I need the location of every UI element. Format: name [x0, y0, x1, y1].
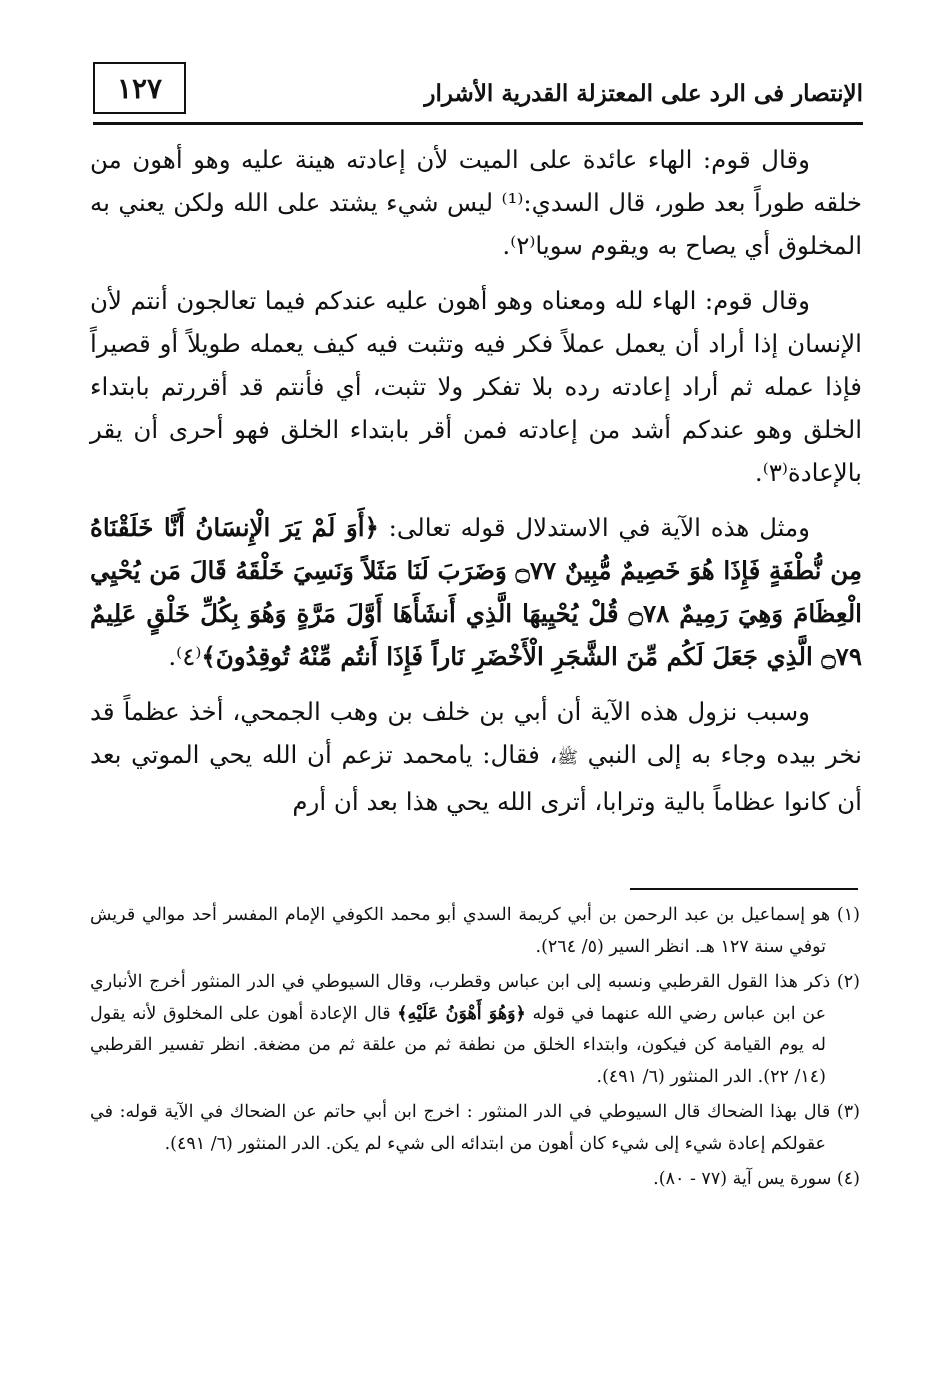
paragraph-1: وقال قوم: الهاء عائدة على الميت لأن إعادته هينة عليه وهو أهون من خلقه طوراً بعد طور، قال السدي:⁽¹⁾ ليس شيء يشتد على الله ولكن يعني به المخلوق أي يصاح به ويقوم سويا⁽٢⁾.: [90, 145, 862, 260]
paragraph-3-lead: ومثل هذه الآية في الاستدلال قوله تعالى:: [378, 513, 810, 542]
footnote-3: (٣) قال بهذا الضحاك قال السيوطي في الدر المنثور : اخرج ابن أبي حاتم عن الضحاك في الآية قوله: في عقولكم إعادة شيء إلى شيء كان أهون من ابتدائه الى شيء لم يكن. الدر المنثور (٦/ ٤٩١).: [90, 1102, 860, 1154]
footnote-1: (١) هو إسماعيل بن عبد الرحمن بن أبي كريمة السدي أبو محمد الكوفي الإمام المفسر أحد موالي قريش توفي سنة ١٢٧ هـ. انظر السير (٥/ ٢٦٤).: [90, 905, 860, 957]
paragraph-4-part-a: وسبب نزول هذه الآية أن أبي بن خلف بن وهب الجمحي، أخذ عظماً قد نخر بيده وجاء به إلى النبي: [90, 697, 862, 769]
paragraph-4: [90, 690, 862, 823]
running-title: الإنتصار فى الرد على المعتزلة القدرية الأشرار: [424, 80, 863, 107]
footnotes: [90, 900, 860, 1200]
footnote-2-part-a: (٢) ذكر هذا القول القرطبي ونسبه إلى ابن عباس وقطرب، وقال السيوطي في الدر المنثور أخرج الأنباري عن ابن عباس رضي الله عنهما في قوله: [90, 972, 860, 1024]
footnote-2: [90, 967, 860, 1093]
paragraph-3: [90, 506, 862, 678]
header-rule: [93, 122, 863, 125]
footnote-4: (٤) سورة يس آية (٧٧ - ٨٠).: [653, 1169, 860, 1189]
paragraph-2: وقال قوم: الهاء لله ومعناه وهو أهون عليه عندكم فيما تعالجون أنتم لأن الإنسان إذا أراد أن يعمل عملاً فكر فيه وتثبت فيه كيف يعمله طويلاً أو قصيراً فإذا عمله ثم أراد إعادته رده بلا تفكر ولا تثبت، أي فأنتم قد أقررتم بابتداء الخلق وهو عندكم أشد من إعادته فمن أقر بابتداء الخلق فهو أحرى أن يقر بالإعادة⁽٣⁾.: [90, 286, 862, 487]
footnote-2-part-b: قال الإعادة أهون على المخلوق لأنه يقول له يوم القيامة كن فيكون، وابتداء الخلق من نطفة ثم من علقة ثم من مضغة. انظر تفسير القرطبي (١٤/ ٢٢). الدر المنثور (٦/ ٤٩١).: [90, 1003, 826, 1087]
page-header: [93, 62, 863, 124]
page-number: ١٢٧: [116, 71, 163, 105]
footnote-2-quran: ﴿وَهُوَ أَهْوَنُ عَلَيْهِ﴾: [397, 1003, 526, 1024]
footnote-separator: [630, 888, 858, 890]
paragraph-3-tail: ⁽٤⁾.: [168, 642, 202, 671]
page-number-box: [93, 62, 186, 114]
paragraph-4-part-b: ، فقال: يامحمد تزعم أن الله يحي الموتي بعد أن كانوا عظاماً بالية وترابا، أترى الله يحي هذا بعد أن أرم: [90, 740, 862, 816]
salawat-glyph: ﷺ: [557, 748, 578, 768]
main-text: [90, 138, 862, 835]
quran-verse: ﴿أَوَ لَمْ يَرَ الْإِنسَانُ أَنَّا خَلَقْنَاهُ مِن نُّطْفَةٍ فَإِذَا هُوَ خَصِيمٌ مُّبِينٌ ۝٧٧ وَضَرَبَ لَنَا مَثَلاً وَنَسِيَ خَلْقَهُ قَالَ مَن يُحْيِي الْعِظَامَ وَهِيَ رَمِيمٌ ۝٧٨ قُلْ يُحْيِيهَا الَّذِي أَنشَأَهَا أَوَّلَ مَرَّةٍ وَهُوَ بِكُلِّ خَلْقٍ عَلِيمٌ ۝٧٩ الَّذِي جَعَلَ لَكُم مِّنَ الشَّجَرِ الْأَخْضَرِ نَاراً فَإِذَا أَنتُم مِّنْهُ تُوقِدُونَ﴾: [90, 513, 863, 671]
